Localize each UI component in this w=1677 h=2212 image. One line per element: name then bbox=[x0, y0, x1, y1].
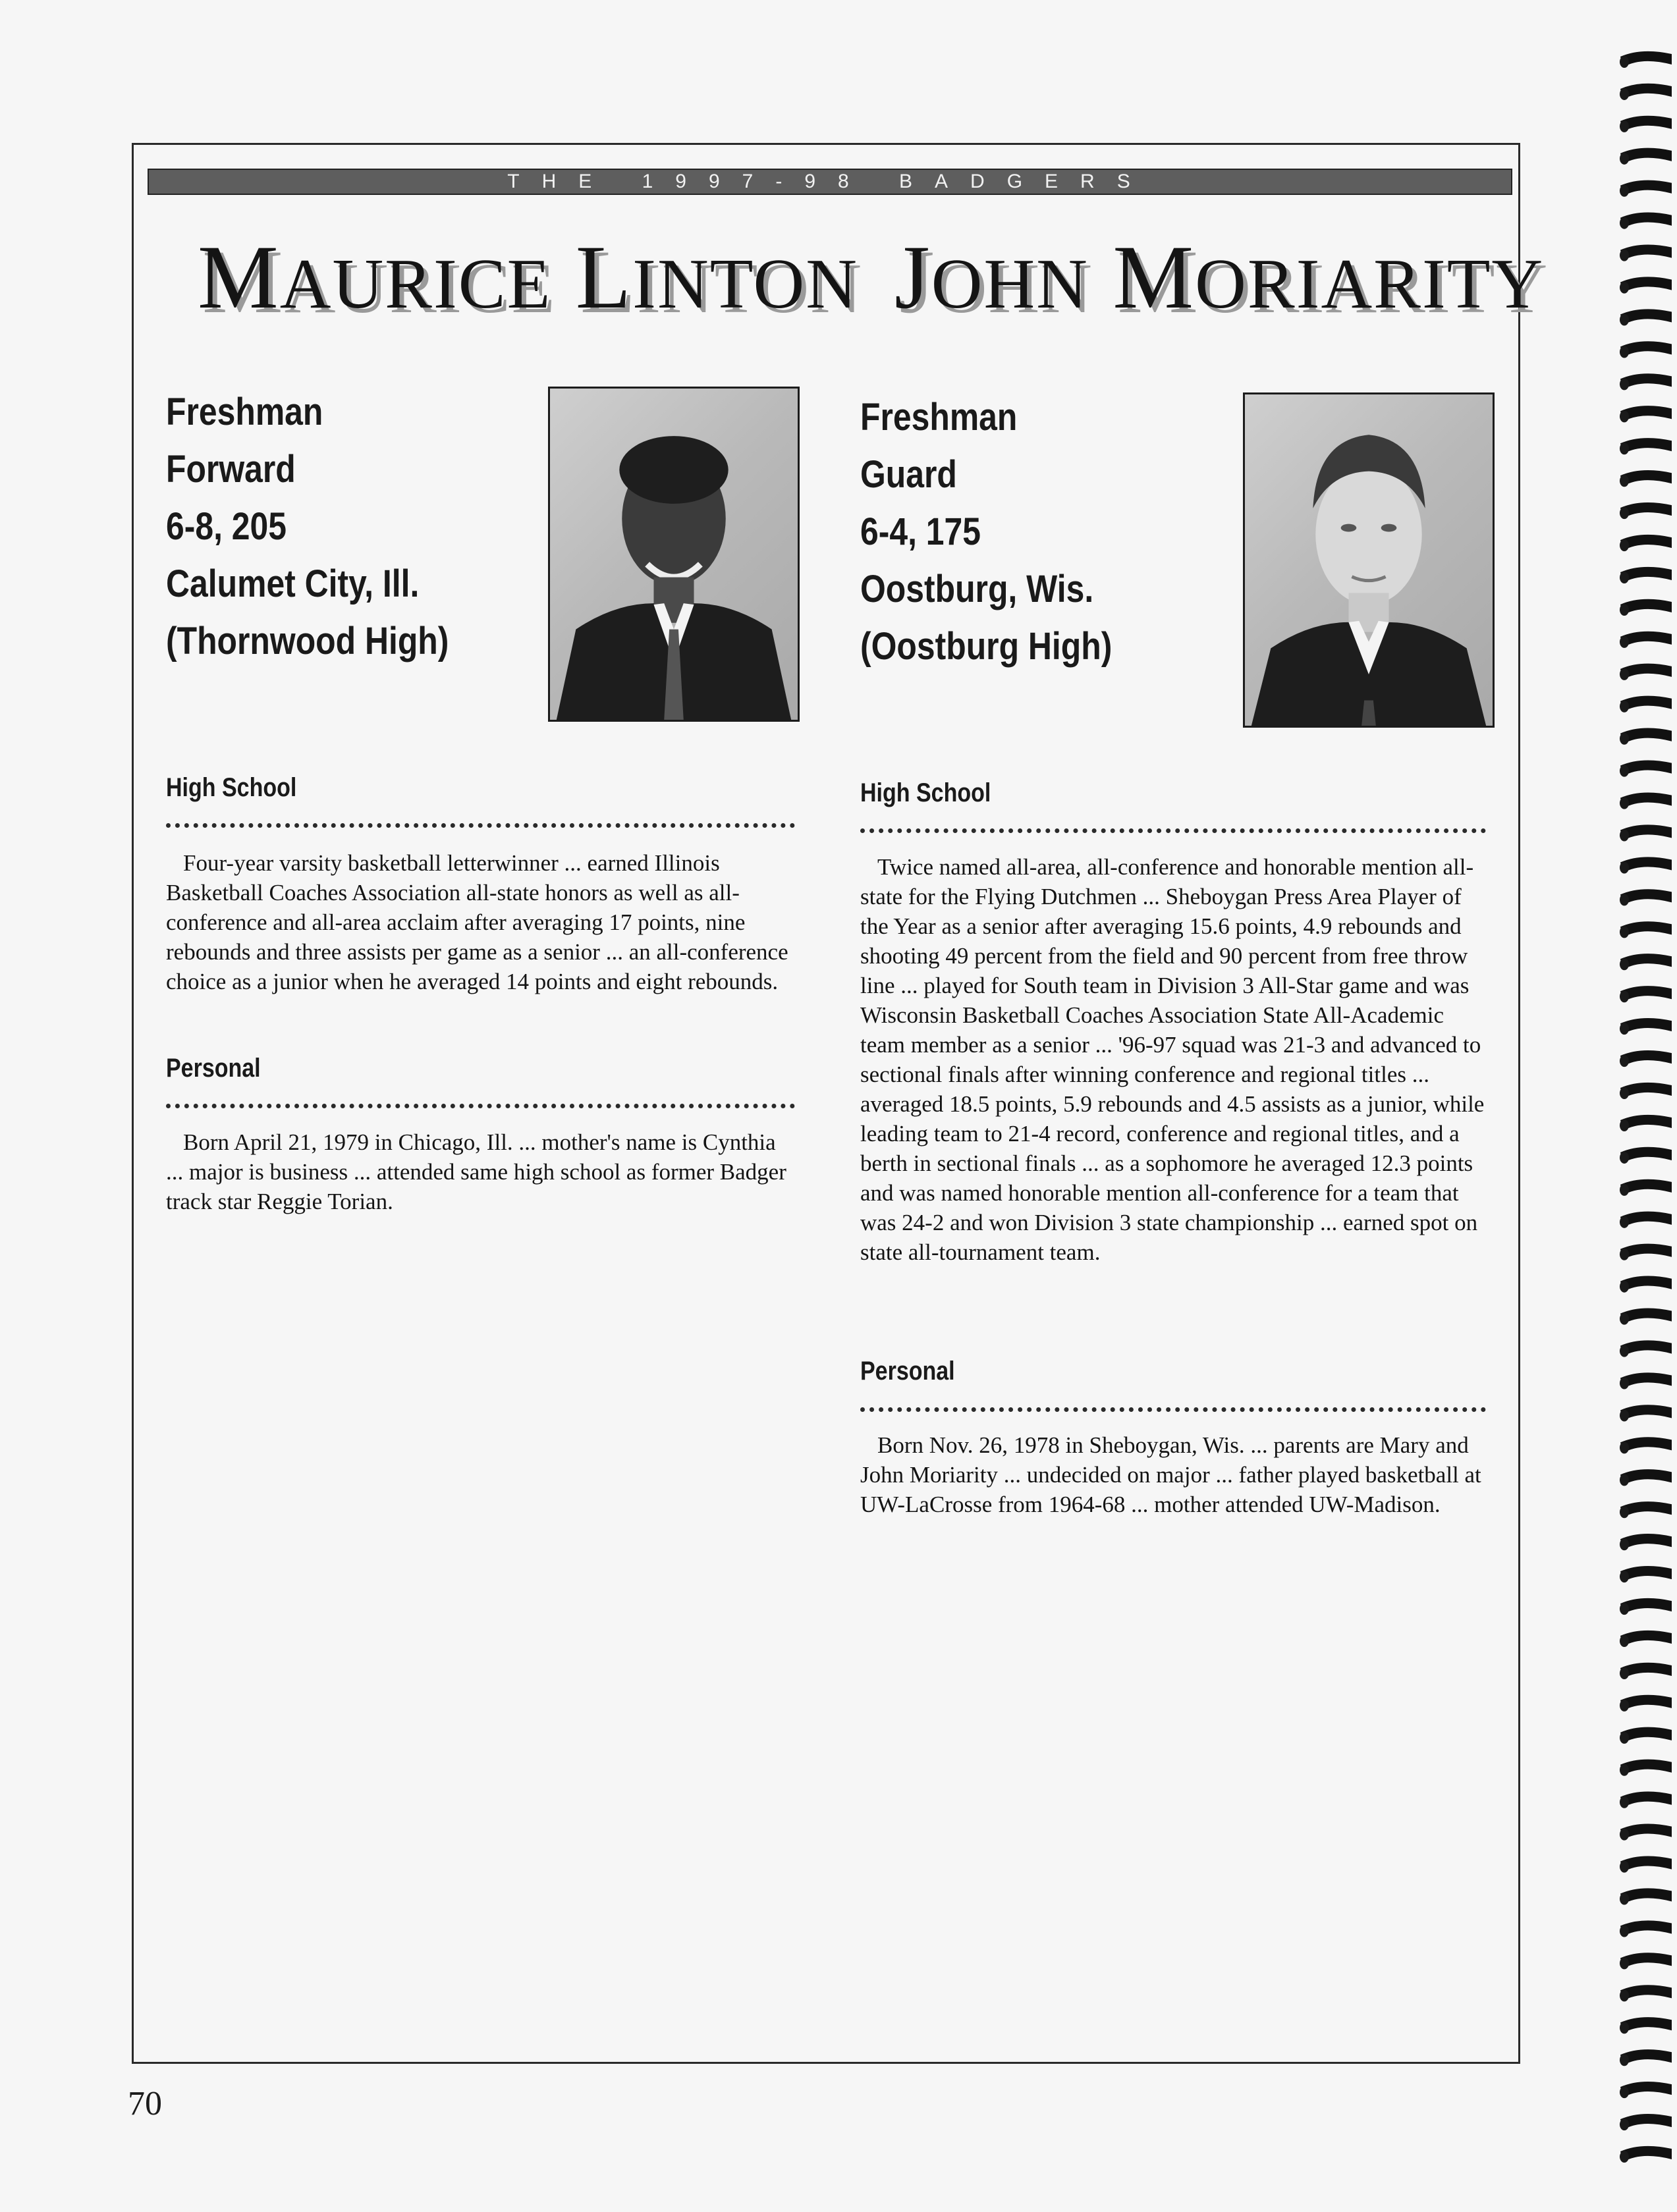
spiral-hole bbox=[1620, 1345, 1629, 1357]
player-photo-linton bbox=[548, 387, 800, 722]
name-first-initial: M bbox=[198, 227, 280, 327]
spiral-hole bbox=[1620, 1861, 1629, 1873]
spiral-hole bbox=[1620, 1764, 1629, 1776]
spiral-hole bbox=[1620, 250, 1629, 261]
spiral-hole bbox=[1620, 604, 1629, 616]
spiral-hole bbox=[1620, 668, 1629, 680]
spiral-hole bbox=[1620, 1667, 1629, 1679]
spiral-hole bbox=[1620, 1313, 1629, 1325]
dotted-rule bbox=[860, 1407, 1486, 1412]
spiral-hole bbox=[1620, 2022, 1629, 2034]
spiral-hole bbox=[1620, 1055, 1629, 1067]
spiral-hole bbox=[1620, 1989, 1629, 2001]
vitals-height-weight: 6-4, 175 bbox=[860, 510, 981, 553]
spiral-hole bbox=[1620, 1023, 1629, 1035]
spiral-hole bbox=[1620, 1571, 1629, 1582]
spiral-hole bbox=[1620, 733, 1629, 745]
spiral-hole bbox=[1620, 1700, 1629, 1712]
spiral-hole bbox=[1620, 1281, 1629, 1293]
section-heading-linton-personal: Personal bbox=[166, 1054, 261, 1083]
name-last-rest: ORIARITY bbox=[1195, 245, 1545, 323]
spiral-hole bbox=[1620, 539, 1629, 551]
vitals-high-school: (Thornwood High) bbox=[166, 620, 449, 662]
spiral-hole bbox=[1620, 282, 1629, 294]
spiral-hole bbox=[1620, 56, 1629, 68]
player-photo-moriarity bbox=[1243, 392, 1495, 728]
spiral-hole bbox=[1620, 830, 1629, 842]
spiral-hole bbox=[1620, 346, 1629, 358]
vitals-hometown: Oostburg, Wis. bbox=[860, 568, 1094, 610]
spiral-hole bbox=[1620, 1184, 1629, 1196]
vitals-height-weight: 6-8, 205 bbox=[166, 505, 287, 548]
vitals-hometown: Calumet City, Ill. bbox=[166, 562, 420, 605]
spiral-hole bbox=[1620, 1829, 1629, 1841]
spiral-hole bbox=[1620, 861, 1629, 873]
spiral-hole bbox=[1620, 1119, 1629, 1131]
spiral-hole bbox=[1620, 1152, 1629, 1164]
paragraph: Four-year varsity basketball letterwinner ... earned Illinois Basketball Coaches Association all-state honors as well as all-conference and all-area acclaim after averaging 17 points, nine rebounds and three assists per game as a senior ... an all-conference choice as a junior when he averaged 14 points and eight rebounds. bbox=[166, 850, 788, 994]
spiral-hole bbox=[1620, 797, 1629, 809]
spiral-hole bbox=[1620, 185, 1629, 197]
vitals-position: Guard bbox=[860, 453, 957, 496]
dotted-rule bbox=[860, 828, 1486, 833]
name-first-rest: AURICE bbox=[279, 245, 552, 323]
section-heading-moriarity-high-school: High School bbox=[860, 778, 991, 807]
dotted-rule bbox=[166, 1104, 795, 1108]
name-first-rest: OHN bbox=[931, 245, 1089, 323]
spiral-hole bbox=[1620, 1087, 1629, 1099]
spiral-hole bbox=[1620, 1957, 1629, 1969]
spiral-hole bbox=[1620, 475, 1629, 487]
spiral-hole bbox=[1620, 1506, 1629, 1518]
spiral-hole bbox=[1620, 1378, 1629, 1389]
spiral-hole bbox=[1620, 121, 1629, 132]
spiral-hole bbox=[1620, 572, 1629, 583]
spiral-hole bbox=[1620, 958, 1629, 970]
name-first-initial: J bbox=[894, 227, 931, 327]
spiral-hole bbox=[1620, 507, 1629, 519]
spiral-hole bbox=[1620, 314, 1629, 326]
spiral-hole bbox=[1620, 2086, 1629, 2098]
spiral-hole bbox=[1620, 1732, 1629, 1744]
spiral-hole bbox=[1620, 88, 1629, 100]
spiral-hole bbox=[1620, 1603, 1629, 1615]
spiral-hole bbox=[1620, 1442, 1629, 1453]
vitals-class: Freshman bbox=[860, 396, 1018, 439]
paragraph: Twice named all-area, all-conference and honorable mention all-state for the Flying Dutchmen ... Sheboygan Press Area Player of the Year as a senior after averaging 15.6 points, 4.9 rebounds and shooting 49 percent from the field and 90 percent from free throw line ... played for South team in Division 3 All-Star game and was Wisconsin Basketball Coaches Association State All-Academic team member as a senior ... '96-97 squad was 21-3 and advanced to sectional finals after winning conference and regional titles ... averaged 18.5 points, 5.9 rebounds and 4.5 assists as a junior, while leading team to 21-4 record, conference and regional titles, and a berth in sectional finals ... as a sophomore he averaged 12.3 points and was named honorable mention all-conference for a team that was 24-2 and won Division 3 state championship ... earned spot on state all-tournament team. bbox=[860, 854, 1485, 1265]
name-last-initial: M bbox=[1113, 227, 1196, 327]
vitals-high-school: (Oostburg High) bbox=[860, 625, 1113, 668]
paragraph: Born Nov. 26, 1978 in Sheboygan, Wis. ... parents are Mary and John Moriarity ... undecided on major ... father played basketball at UW-LaCrosse from 1964-68 ... mother attended UW-Madison. bbox=[860, 1432, 1481, 1517]
paragraph: Born April 21, 1979 in Chicago, Ill. ... mother's name is Cynthia ... major is business ... attended same high school as former Badger track star Reggie Torian. bbox=[166, 1129, 786, 1214]
player-name-linton bbox=[198, 227, 858, 327]
spiral-binding bbox=[1615, 40, 1677, 2212]
header-banner bbox=[148, 169, 1512, 195]
spiral-hole bbox=[1620, 2054, 1629, 2066]
spiral-hole bbox=[1620, 1925, 1629, 1937]
spiral-hole bbox=[1620, 636, 1629, 648]
page-number: 70 bbox=[128, 2085, 162, 2122]
vitals-position: Forward bbox=[166, 448, 296, 491]
spiral-hole bbox=[1620, 701, 1629, 713]
spiral-hole bbox=[1620, 1249, 1629, 1260]
player-vitals-moriarity bbox=[860, 389, 1112, 675]
section-text-linton-high-school bbox=[166, 848, 795, 996]
vitals-class: Freshman bbox=[166, 391, 323, 433]
spiral-hole bbox=[1620, 378, 1629, 390]
name-last-rest: INTON bbox=[632, 245, 858, 323]
spiral-hole bbox=[1620, 410, 1629, 422]
section-heading-linton-high-school: High School bbox=[166, 773, 297, 802]
section-heading-moriarity-personal: Personal bbox=[860, 1357, 955, 1386]
spiral-hole bbox=[1620, 1474, 1629, 1486]
spiral-hole bbox=[1620, 1893, 1629, 1905]
section-text-moriarity-high-school bbox=[860, 852, 1489, 1267]
section-text-moriarity-personal bbox=[860, 1430, 1489, 1519]
spiral-hole bbox=[1620, 1538, 1629, 1550]
spiral-hole bbox=[1620, 1635, 1629, 1647]
name-last-initial: L bbox=[575, 227, 633, 327]
spiral-hole bbox=[1620, 926, 1629, 938]
spiral-hole bbox=[1620, 894, 1629, 905]
header-banner-text: THE 1997-98 BADGERS bbox=[507, 171, 1153, 192]
spiral-hole bbox=[1620, 443, 1629, 454]
dotted-rule bbox=[166, 823, 795, 828]
spiral-hole bbox=[1620, 153, 1629, 165]
spiral-hole bbox=[1620, 2118, 1629, 2130]
player-name-moriarity bbox=[894, 227, 1545, 327]
spiral-hole bbox=[1620, 990, 1629, 1002]
spiral-hole bbox=[1620, 2151, 1629, 2163]
player-vitals-linton bbox=[166, 383, 449, 670]
spiral-hole bbox=[1620, 765, 1629, 777]
section-text-linton-personal bbox=[166, 1127, 795, 1216]
spiral-hole bbox=[1620, 1216, 1629, 1228]
spiral-hole bbox=[1620, 1796, 1629, 1808]
spiral-hole bbox=[1620, 217, 1629, 229]
spiral-hole bbox=[1620, 1409, 1629, 1421]
